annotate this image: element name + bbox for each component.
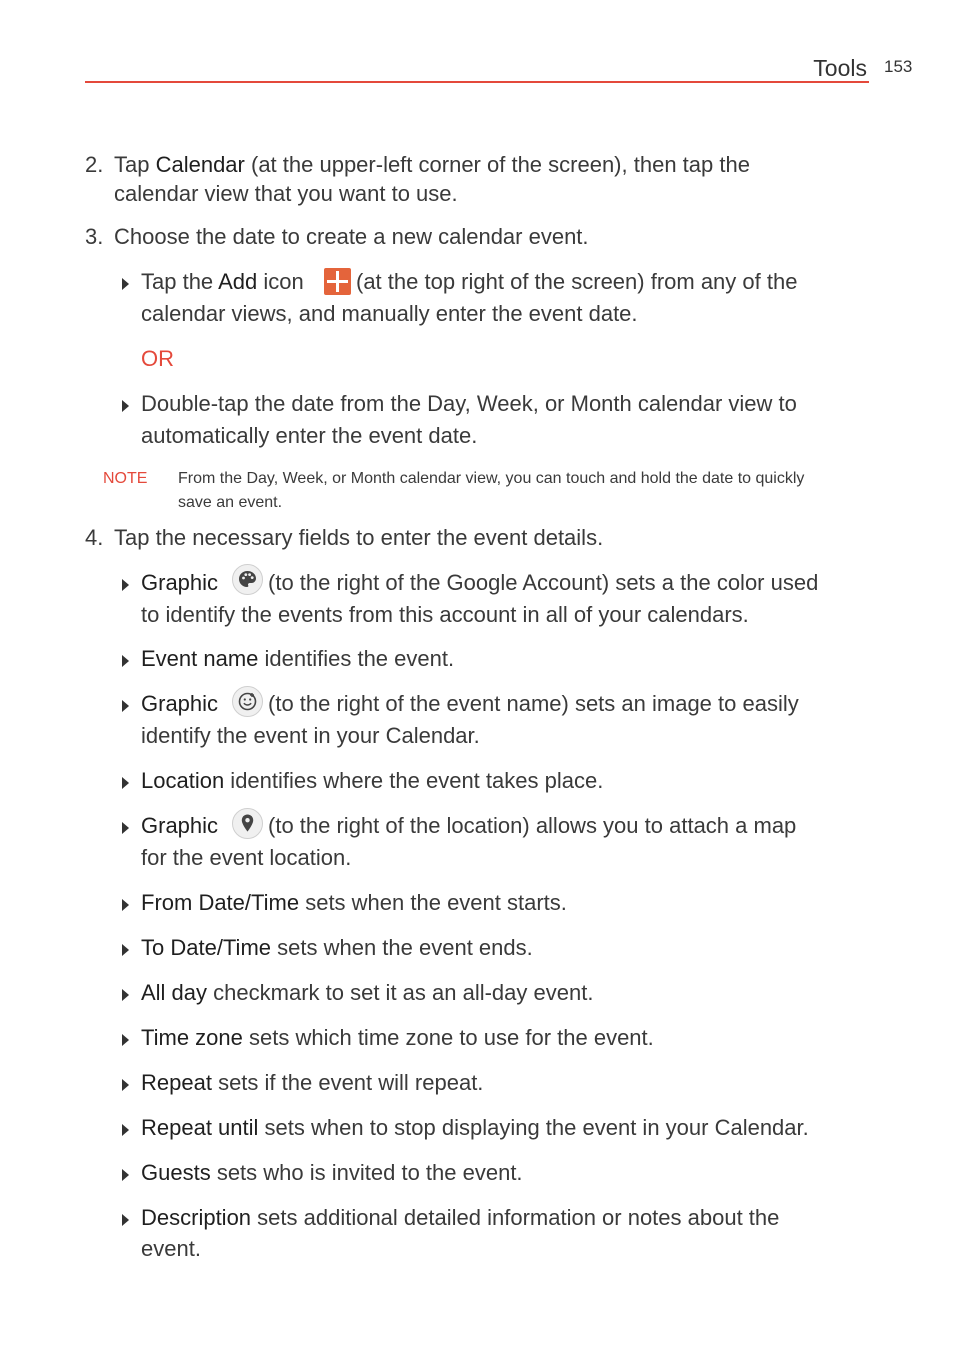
ui-term: From Date/Time <box>141 890 300 915</box>
palette-icon <box>232 564 263 595</box>
bullet-arrow-icon <box>122 1214 129 1226</box>
step-number: 2. <box>85 152 104 177</box>
page-number: 153 <box>884 57 913 76</box>
bullet-arrow-icon <box>122 579 129 591</box>
bullet-text: Tap the <box>141 269 219 294</box>
bullet-arrow-icon <box>122 1034 129 1046</box>
bullet-double-tap-line-1: Double-tap the date from the Day, Week, or Month calendar view to <box>141 391 797 416</box>
ui-term: All day <box>141 980 208 1005</box>
list-item <box>141 887 567 919</box>
ui-term: Repeat <box>141 1070 212 1095</box>
step-3-text: Choose the date to create a new calendar event. <box>114 224 589 249</box>
bullet-arrow-icon <box>122 700 129 712</box>
ui-term: Guests <box>141 1160 211 1185</box>
ui-term: Calendar <box>155 152 245 177</box>
note-line-1: From the Day, Week, or Month calendar view, you can touch and hold the date to quickly <box>178 470 805 487</box>
bullet-text: sets when the event starts. <box>299 890 567 915</box>
bullet-arrow-icon <box>122 1169 129 1181</box>
list-item <box>141 977 593 1009</box>
ui-term: Time zone <box>141 1025 243 1050</box>
section-title: Tools <box>813 55 867 81</box>
bullet-text: checkmark to set it as an all-day event. <box>207 980 594 1005</box>
ui-term: To Date/Time <box>141 935 272 960</box>
bullet-text: sets who is invited to the event. <box>210 1160 523 1185</box>
bullet-add-line-1-cont: (at the top right of the screen) from any of the <box>356 269 798 294</box>
bullet-arrow-icon <box>122 1079 129 1091</box>
bullet-double-tap-line-2: automatically enter the event date. <box>141 423 478 448</box>
bullet-arrow-icon <box>122 278 129 290</box>
bullet-arrow-icon <box>122 944 129 956</box>
add-icon <box>324 268 351 295</box>
bullet-arrow-icon <box>122 777 129 789</box>
bullet-text: identifies where the event takes place. <box>224 768 604 793</box>
map-pin-icon <box>232 808 263 839</box>
step-number: 3. <box>85 224 104 249</box>
list-item <box>141 643 454 675</box>
bullet-arrow-icon <box>122 400 129 412</box>
bullet-text: (to the right of the Google Account) sets a the color used <box>268 570 819 595</box>
list-item <box>141 1022 654 1054</box>
bullet-text: sets additional detailed information or notes about the <box>251 1205 780 1230</box>
ui-term: Graphic <box>141 813 219 838</box>
bullet-text: sets when the event ends. <box>271 935 533 960</box>
bullet-text: sets which time zone to use for the event. <box>242 1025 654 1050</box>
bullet-text: sets when to stop displaying the event in your Calendar. <box>258 1115 809 1140</box>
step-2-line-2: calendar view that you want to use. <box>114 181 458 206</box>
ui-term: Graphic <box>141 691 219 716</box>
step-text: Tap <box>114 152 156 177</box>
bullet-arrow-icon <box>122 655 129 667</box>
bullet-text: to identify the events from this account in all of your calendars. <box>141 602 749 627</box>
step-number: 4. <box>85 525 104 550</box>
note-label: NOTE <box>103 470 148 487</box>
list-item <box>141 1157 523 1189</box>
ui-term: Event name <box>141 646 259 671</box>
bullet-text: identify the event in your Calendar. <box>141 723 480 748</box>
bullet-arrow-icon <box>122 1124 129 1136</box>
step-4-text: Tap the necessary fields to enter the event details. <box>114 525 604 550</box>
header-divider <box>85 81 869 83</box>
emoji-image-icon <box>232 686 263 717</box>
bullet-text: icon <box>257 269 304 294</box>
bullet-text: (to the right of the event name) sets an image to easily <box>268 691 799 716</box>
ui-term: Description <box>141 1205 252 1230</box>
bullet-text: for the event location. <box>141 845 352 870</box>
bullet-arrow-icon <box>122 822 129 834</box>
bullet-add-line-2: calendar views, and manually enter the event date. <box>141 301 638 326</box>
bullet-arrow-icon <box>122 899 129 911</box>
list-item <box>141 1067 483 1099</box>
bullet-text: identifies the event. <box>258 646 455 671</box>
ui-term: Graphic <box>141 570 219 595</box>
ui-term: Add <box>218 269 258 294</box>
bullet-arrow-icon <box>122 989 129 1001</box>
ui-term: Location <box>141 768 225 793</box>
step-2-line-1 <box>114 149 750 181</box>
step-text: (at the upper-left corner of the screen), then tap the <box>244 152 750 177</box>
list-item <box>141 765 603 797</box>
or-label: OR <box>141 346 174 371</box>
note-line-2: save an event. <box>178 494 283 511</box>
list-item <box>141 1202 779 1234</box>
list-item <box>141 1112 809 1144</box>
bullet-text: event. <box>141 1236 201 1261</box>
list-item <box>141 932 533 964</box>
bullet-text: sets if the event will repeat. <box>211 1070 484 1095</box>
ui-term: Repeat until <box>141 1115 259 1140</box>
bullet-add-line-1 <box>141 266 304 298</box>
bullet-text: (to the right of the location) allows you to attach a map <box>268 813 797 838</box>
